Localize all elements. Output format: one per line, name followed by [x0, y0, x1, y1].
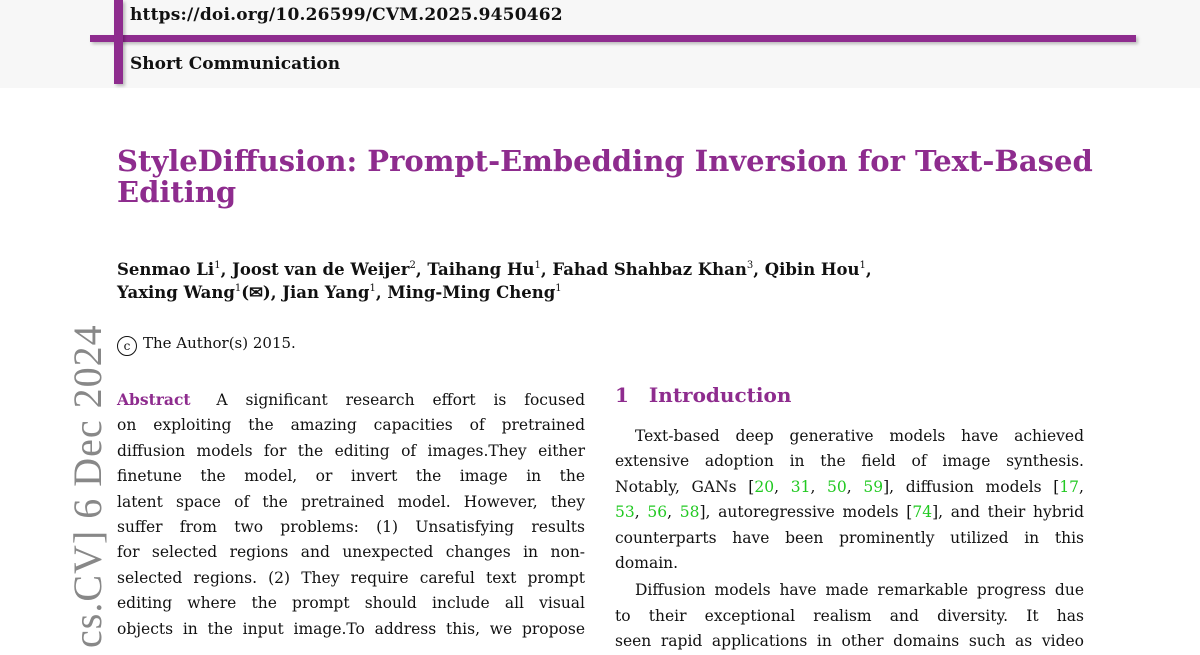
author-name: Jian Yang — [282, 283, 370, 302]
citation-link[interactable]: 59 — [863, 477, 884, 496]
affiliation-mark: 1 — [214, 260, 221, 271]
affiliation-mark: 1 — [534, 260, 541, 271]
citation-link[interactable]: 56 — [647, 503, 668, 522]
author-name: Qibin Hou — [764, 260, 860, 279]
intro-line: to their exceptional realism and diversity. It has — [615, 606, 1084, 625]
citation-link[interactable]: 20 — [754, 477, 775, 496]
affiliation-mark: 1 — [859, 260, 866, 271]
citation-link[interactable]: 53 — [615, 503, 635, 522]
affiliation-mark: 2 — [409, 260, 416, 271]
header-rule-horizontal — [90, 35, 1136, 42]
intro-line: seen rapid applications in other domains such as video — [615, 632, 1084, 651]
abstract-line: selected regions. (2) They require careful text prompt — [117, 568, 585, 587]
article-type: Short Communication — [130, 54, 341, 74]
intro-line: 53, 56, 58], autoregressive models [74], and their hybrid — [615, 503, 1084, 522]
abstract-keyword: Abstract — [117, 390, 191, 409]
author-name: Taihang Hu — [427, 260, 535, 279]
author-name: Senmao Li — [117, 260, 215, 279]
citation-link[interactable]: 58 — [679, 503, 700, 522]
section-title: Introduction — [648, 383, 792, 407]
abstract — [117, 387, 585, 642]
citation-link[interactable]: 50 — [827, 477, 847, 496]
intro-line: domain. — [615, 554, 679, 573]
copyright-text: The Author(s) 2015. — [143, 334, 296, 352]
doi-link[interactable]: https://doi.org/10.26599/CVM.2025.9450462 — [130, 5, 563, 25]
author-name: Ming-Ming Cheng — [387, 283, 556, 302]
abstract-line: editing where the prompt should include all visual — [117, 594, 585, 613]
author-list: Senmao Li$^1$, Joost van de Weijer$^2$, Taihang Hu$^1$, Fahad Shahbaz Khan$^3$, Qibin Hou$^1$, Yaxing Wang$^1$(✉), Jian Yang$^1$, Ming-Ming Cheng$^1$ — [117, 260, 872, 302]
intro-line: Notably, GANs [20, 31, 50, 59], diffusion models [17, — [615, 477, 1084, 496]
copyright-notice — [117, 334, 296, 356]
arxiv-side-stamp: cs.CV] 6 Dec 2024 — [65, 324, 110, 648]
intro-line: Diffusion models have made remarkable progress due — [635, 581, 1084, 600]
title-line-2: Editing — [117, 175, 237, 209]
abstract-line: on exploiting the amazing capacities of pretrained — [117, 416, 585, 435]
author-name: Yaxing Wang — [117, 283, 235, 302]
affiliation-mark: 3 — [746, 260, 754, 271]
introduction-body — [615, 424, 1084, 655]
header-rule-vertical — [114, 0, 123, 84]
section-number: 1 — [615, 383, 629, 407]
abstract-line: for selected regions and unexpected changes in non- — [117, 543, 585, 562]
abstract-line: finetune the model, or invert the image in the — [117, 467, 585, 486]
citation-link[interactable]: 17 — [1059, 477, 1080, 496]
affiliation-mark: 1 — [369, 283, 376, 294]
intro-line: counterparts have been prominently utilized in this — [615, 528, 1084, 547]
abstract-line: diffusion models for the editing of images.They either — [117, 441, 585, 460]
affiliation-mark: 1 — [234, 283, 242, 294]
citation-link[interactable]: 74 — [912, 503, 933, 522]
abstract-line: latent space of the pretrained model. However, they — [117, 492, 585, 511]
copyright-icon: c — [117, 336, 137, 356]
intro-line: extensive adoption in the field of image synthesis. — [615, 452, 1084, 471]
abstract-line: Abstract A significant research effort is focused — [117, 390, 585, 409]
abstract-line: objects in the input image.To address this, we propose — [117, 619, 585, 638]
abstract-line: suffer from two problems: (1) Unsatisfying results — [117, 518, 585, 537]
citation-link[interactable]: 31 — [790, 477, 811, 496]
section-heading-introduction — [615, 383, 791, 407]
author-name: Fahad Shahbaz Khan — [552, 260, 747, 279]
affiliation-mark: 1 — [555, 283, 562, 294]
author-name: Joost van de Weijer — [232, 260, 410, 279]
paper-title — [117, 144, 1093, 209]
corresponding-author-icon: (✉) — [241, 283, 271, 302]
intro-line: Text-based deep generative models have achieved — [635, 427, 1084, 445]
title-line-1: StyleDiffusion: Prompt-Embedding Inversion for Text-Based — [117, 144, 1093, 178]
